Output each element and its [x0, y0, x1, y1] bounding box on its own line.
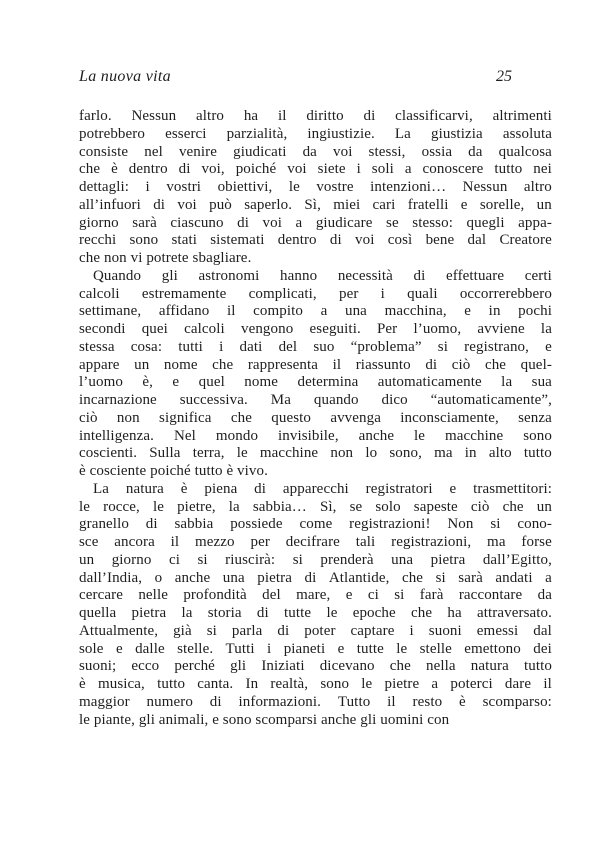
text-line: sole e dalle stelle. Tutti i pianeti e tutte le stelle emettono dei: [79, 640, 552, 657]
text-line: le piante, gli animali, e sono scomparsi anche gli uomini con: [79, 711, 450, 728]
text-line: settimane, affidano il compito a una macchina, e in pochi: [79, 303, 552, 320]
text-line: intelligenza. Nel mondo invisibile, anche le macchine sono: [79, 427, 552, 444]
text-line: ciò non significa che questo avvenga inconsciamente, senza: [79, 409, 552, 426]
text-line: consiste nel venire giudicati da voi stessi, ossia da qualcosa: [79, 143, 552, 160]
text-line: sce ancora il mezzo per decifrare tali registrazioni, ma forse: [79, 534, 552, 550]
text-line: Quando gli astronomi hanno necessità di effettuare certi: [93, 267, 552, 284]
page-number: 25: [496, 68, 512, 85]
text-line: all’infuori di voi può saperlo. Sì, miei cari fratelli e sorelle, un: [79, 196, 552, 213]
text-line: secondi quei calcoli vengono eseguiti. Per l’uomo, avviene la: [79, 321, 552, 337]
text-line: granello di sabbia possiede come registrazioni! Non si cono-: [79, 516, 552, 533]
text-line: maggior numero di informazioni. Tutto il resto è scomparso:: [79, 693, 552, 710]
text-line: dettagli: i vostri obiettivi, le vostre intenzioni… Nessun altro: [79, 179, 552, 195]
text-line: incarnazione successiva. Ma quando dico “automaticamente”,: [79, 392, 552, 408]
text-line: le rocce, le pietre, la sabbia… Sì, se solo sapeste ciò che un: [79, 498, 552, 515]
text-line: recchi sono stati sistemati dentro di voi così bene dal Creatore: [79, 232, 552, 249]
text-line: farlo. Nessun altro ha il diritto di classificarvi, altrimenti: [79, 108, 552, 124]
book-title: La nuova vita: [79, 68, 171, 85]
text-line: La natura è piena di apparecchi registratori e trasmettitori:: [93, 480, 552, 497]
running-header: [79, 68, 552, 88]
text-line: stessa cosa: tutti i dati del suo “problema” si registrano, e: [79, 338, 552, 355]
text-line: quella pietra la storia di tutte le epoche che ha attraversato.: [79, 605, 552, 621]
text-line: che è dentro di voi, poiché voi siete i soli a conoscere tutto nei: [79, 161, 552, 178]
text-line: che non vi potrete sbagliare.: [79, 250, 252, 266]
text-line: dall’India, o anche una pietra di Atlantide, che si sarà andati a: [79, 569, 552, 586]
text-line: l’uomo è, e quel nome determina automaticamente la sua: [79, 374, 552, 391]
text-line: cercare nelle profondità del mare, e ci si farà raccontare da: [79, 587, 552, 604]
page-text: [79, 108, 552, 729]
text-line: giorno sarà ciascuno di voi a giudicare se stesso: quegli appa-: [79, 214, 552, 231]
text-line: è musica, tutto canta. In realtà, sono le pietre a poterci dare il: [79, 676, 552, 692]
text-line: suoni; ecco perché gli Iniziati dicevano che nella natura tutto: [79, 658, 552, 675]
text-line: è cosciente poiché tutto è vivo.: [79, 463, 268, 479]
text-line: Attualmente, già si parla di poter captare i suoni emessi dal: [79, 622, 552, 639]
text-line: appare un nome che rappresenta il riassunto di ciò che quel-: [79, 356, 552, 373]
text-line: potrebbero esserci parzialità, ingiustizie. La giustizia assoluta: [79, 125, 552, 142]
text-line: coscienti. Sulla terra, le macchine non lo sono, ma in alto tutto: [79, 445, 552, 462]
text-line: calcoli estremamente complicati, per i quali occorrerebbero: [79, 285, 552, 302]
text-line: un giorno ci si riuscirà: si prenderà una pietra dall’Egitto,: [79, 551, 552, 568]
